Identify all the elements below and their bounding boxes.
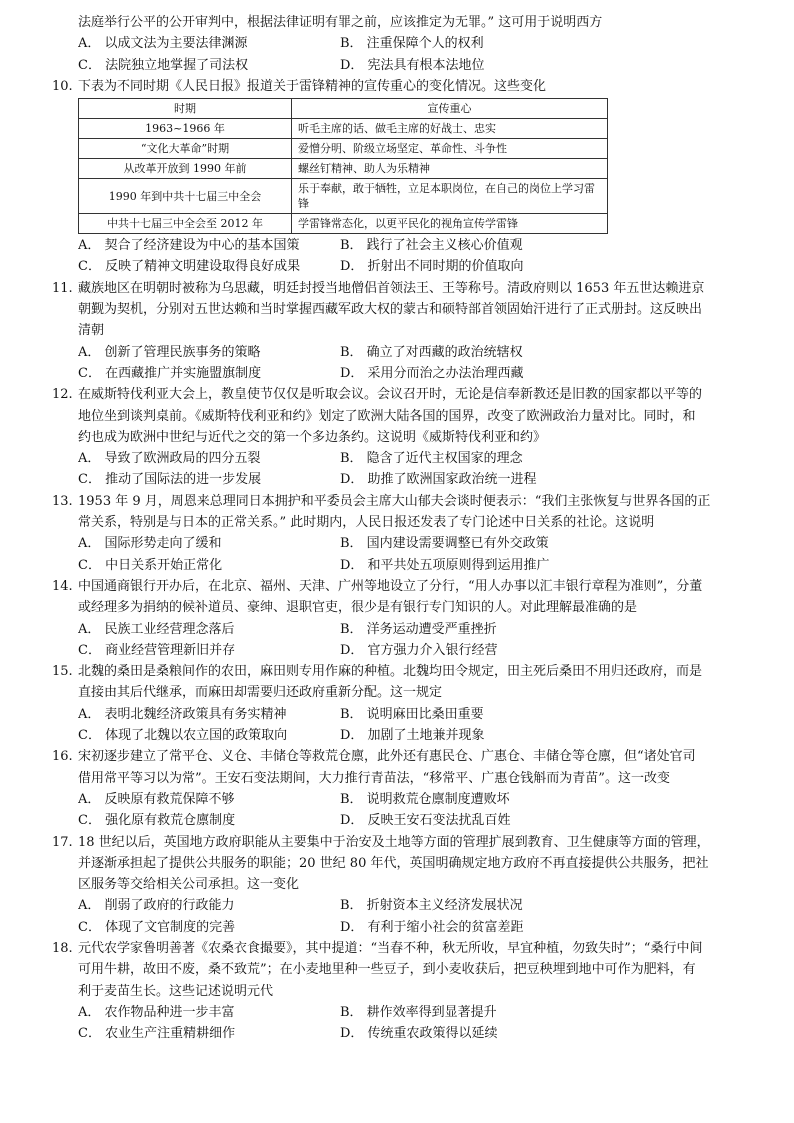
option-d: D． 官方强力介入银行经营 [340,642,498,658]
focus-cell: 爱憎分明、阶级立场坚定、革命性、斗争性 [292,139,608,159]
option-d: D． 助推了欧洲国家政治统一进程 [340,472,537,488]
option-d: D． 采用分而治之办法治理西藏 [340,365,524,381]
question-text-line: 区服务等交给相关公司承担。这一变化 [78,877,300,893]
focus-cell: 螺丝钉精神、助人为乐精神 [292,159,608,179]
question-text-line: 约也成为欧洲中世纪与近代之交的第一个多边条约。这说明《威斯特伐利亚和约》 [78,429,547,445]
option-a: A． 民族工业经营理念落后 [78,621,235,637]
option-a: A． 农作物品种进一步丰富 [78,1004,235,1020]
option-b: B． 注重保障个人的权利 [340,36,484,52]
period-cell: “文化大革命”时期 [79,139,292,159]
option-a: A． 反映原有救荒保障不够 [78,791,235,807]
option-c: C． 中日关系开始正常化 [78,557,223,573]
option-b: B． 说明麻田比桑田重要 [340,706,484,722]
question-text-line: 并逐渐承担起了提供公共服务的职能；20 世纪 80 年代，英国明确规定地方政府不再直接提供公共服务，把社 [78,855,709,871]
option-a: A． 表明北魏经济政策具有务实精神 [78,706,287,722]
option-b: B． 确立了对西藏的政治统辖权 [340,344,523,360]
propaganda-table [78,98,608,234]
table-row [79,159,608,179]
option-b: B． 耕作效率得到显著提升 [340,1004,497,1020]
question-text-line: 宋初逐步建立了常平仓、义仓、丰储仓等救荒仓廪，此外还有惠民仓、广惠仓、丰储仓等仓廪，但“诸处官司 [78,749,696,765]
option-a: A． 契合了经济建设为中心的基本国策 [78,238,300,254]
options-grid [78,704,742,747]
option-d: D． 传统重农政策得以延续 [340,1026,498,1042]
table-container [78,98,742,234]
option-a: A． 以成文法为主要法律渊源 [78,36,248,52]
question-11 [52,278,742,384]
focus-cell: 学雷锋常态化，以更平民化的视角宣传学雷锋 [292,214,608,234]
option-c: C． 农业生产注重精耕细作 [78,1026,236,1042]
option-b: B． 折射资本主义经济发展状况 [340,898,523,914]
option-c: C． 在西藏推广并实施盟旗制度 [78,365,262,381]
option-b: B． 隐含了近代主权国家的理念 [340,451,523,467]
option-c: C． 商业经营管理新旧并存 [78,642,236,658]
option-d: D． 折射出不同时期的价值取向 [340,259,524,275]
options-grid [78,533,742,576]
period-cell: 1990 年到中共十七届三中全会 [79,179,292,214]
question-10 [52,76,742,278]
question-text-line: 朝觐为契机，分别对五世达赖和当时掌握西藏军政大权的蒙古和硕特部首领固始汗进行了正式册封。这反映出 [78,302,703,318]
question-text-line: 借用常平等习以为常”。王安石变法期间，大力推行青苗法，“移常平、广惠仓钱斛而为青苗”。这一改变 [78,770,670,786]
option-c: C． 体现了北魏以农立国的政策取向 [78,728,288,744]
header-period: 时期 [79,99,292,119]
question-number: 17. [52,834,73,850]
option-d: D． 反映王安石变法扰乱百姓 [340,813,511,829]
period-cell: 1963~1966 年 [79,119,292,139]
question-16 [52,746,742,831]
question-text-line: 18 世纪以后，英国地方政府职能从主要集中于治安及土地等方面的管理扩展到教育、卫生健康等方面的管理， [78,834,710,850]
question-text-line: 1953 年 9 月，周恩来总理同日本拥护和平委员会主席大山郁夫会谈时便表示：“我们主张恢复与世界各国的正 [78,493,711,509]
question-17 [52,832,742,938]
option-c: C． 法院独立地掌握了司法权 [78,57,249,73]
option-d: D． 有利于缩小社会的贫富差距 [340,919,524,935]
option-c: C． 反映了精神文明建设取得良好成果 [78,259,301,275]
option-c: C． 强化原有救荒仓廪制度 [78,813,236,829]
option-d: D． 加剧了土地兼并现象 [340,728,485,744]
table-row [79,119,608,139]
options-grid [78,235,742,278]
question-text-line: 北魏的桑田是桑粮间作的农田，麻田则专用作麻的种植。北魏均田令规定，田主死后桑田不用归还政府，而是 [78,664,703,680]
options-grid [78,448,742,491]
option-a: A． 创新了管理民族事务的策略 [78,344,261,360]
option-a: A． 国际形势走向了缓和 [78,536,222,552]
question-number: 13. [52,493,73,509]
question-15 [52,661,742,746]
table-row [79,179,608,214]
period-cell: 中共十七届三中全会至 2012 年 [79,214,292,234]
focus-cell: 听毛主席的话、做毛主席的好战士、忠实 [292,119,608,139]
option-b: B． 说明救荒仓廪制度遭败坏 [340,791,510,807]
question-text-line: 直接由其后代继承，而麻田却需要归还政府重新分配。这一规定 [78,685,443,701]
question-number: 12. [52,387,73,403]
question-text-line: 藏族地区在明朝时被称为乌思藏，明廷封授当地僧侣首领法王、王等称号。清政府则以 1653 年五世达赖进京 [78,280,705,296]
question-text-line: 元代农学家鲁明善著《农桑衣食撮要》，其中提道：“当春不种，秋无所收，早宜种植，勿致失时”；“桑行中间 [78,940,703,956]
options-grid [78,895,742,938]
table-row [79,139,608,159]
question-text-line: 常关系，特别是与日本的正常关系。” 此时期内，人民日报还发表了专门论述中日关系的社论。这说明 [78,515,655,531]
question-text-line: 可用牛耕，故田不废，桑不致荒”；在小麦地里种一些豆子，到小麦收获后，把豆秧埋到地中可作为肥料，有 [78,962,696,978]
option-b: B． 践行了社会主义核心价值观 [340,238,523,254]
option-a: A． 削弱了政府的行政能力 [78,898,235,914]
period-cell: 从改革开放到 1990 年前 [79,159,292,179]
question-14 [52,576,742,661]
question-number: 14. [52,578,73,594]
question-number: 10. [52,78,73,94]
question-text-line: 清朝 [78,323,105,339]
options-grid [78,342,742,385]
question-18 [52,938,742,1044]
question-text-line: 利于麦苗生长。这些记述说明元代 [78,983,274,999]
option-b: B． 国内建设需要调整已有外交政策 [340,536,549,552]
option-a: A． 导致了欧洲政局的四分五裂 [78,451,261,467]
options-grid [78,33,742,76]
options-grid [78,1002,742,1045]
question-text-line: 中国通商银行开办后，在北京、福州、天津、广州等地设立了分行，“用人办事以汇丰银行章程为准则”，分董 [78,578,703,594]
header-focus: 宣传重心 [292,99,608,119]
option-b: B． 洋务运动遭受严重挫折 [340,621,497,637]
table-row [79,214,608,234]
option-d: D． 和平共处五项原则得到运用推广 [340,557,550,573]
question-9-tail [78,12,742,76]
question-12 [52,384,742,490]
question-number: 11. [52,280,73,296]
options-grid [78,619,742,662]
question-text-line: 下表为不同时期《人民日报》报道关于雷锋精神的宣传重心的变化情况。这些变化 [78,78,547,94]
focus-cell: 乐于奉献，敢于牺牲，立足本职岗位，在自己的岗位上学习雷锋 [292,179,608,214]
question-text-line: 地位坐到谈判桌前。《威斯特伐利亚和约》划定了欧洲大陆各国的国界，改变了欧洲政治力量对比。同时，和 [78,408,696,424]
question-text-line: 在威斯特伐利亚大会上，教皇使节仅仅是听取会议。会议召开时，无论是信奉新教还是旧教的国家都以平等的 [78,387,703,403]
question-text-line: 或经理多为捐纳的候补道员、豪绅、退职官吏，很少是有银行专门知识的人。对此理解最准确的是 [78,600,638,616]
table-header-row [79,99,608,119]
question-number: 16. [52,749,73,765]
option-c: C． 推动了国际法的进一步发展 [78,472,262,488]
options-grid [78,789,742,832]
question-number: 18. [52,940,73,956]
option-c: C． 体现了文官制度的完善 [78,919,236,935]
question-number: 15. [52,664,73,680]
question-13 [52,491,742,576]
option-d: D． 宪法具有根本法地位 [340,57,485,73]
question-text-line: 法庭举行公平的公开审判中，根据法律证明有罪之前，应该推定为无罪。” 这可用于说明西方 [78,15,603,30]
